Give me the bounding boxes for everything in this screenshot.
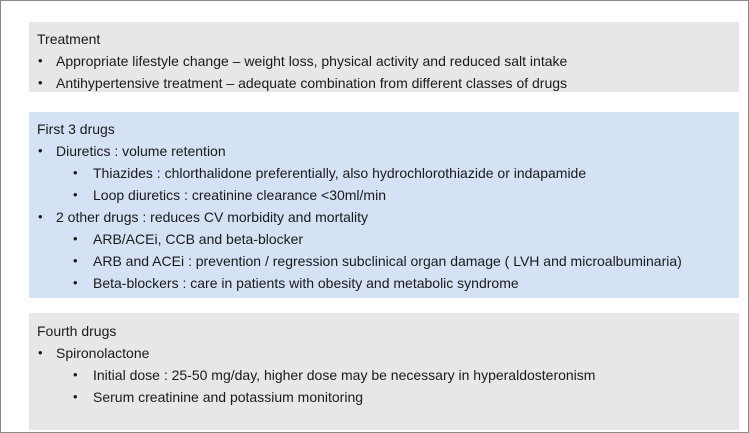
treatment-title: Treatment [37, 31, 101, 47]
spironolactone-subitem [37, 364, 739, 386]
bullet-icon: • [38, 143, 43, 158]
spironolactone-subitem-text: Serum creatinine and potassium monitoring [93, 389, 364, 405]
bullet-icon: • [73, 187, 78, 202]
other-drugs-label: 2 other drugs : reduces CV morbidity and mortality [56, 209, 369, 225]
diuretics-label: Diuretics : volume retention [56, 143, 226, 159]
other-drugs-subitem [37, 272, 739, 294]
other-drugs-item [37, 206, 739, 228]
diuretics-subitem [37, 162, 739, 184]
bullet-icon: • [73, 231, 78, 246]
spironolactone-label: Spironolactone [56, 345, 150, 361]
bullet-icon: • [38, 209, 43, 224]
bullet-icon: • [38, 53, 43, 68]
spironolactone-subitem [37, 386, 739, 408]
other-drugs-subitem-text: Beta-blockers : care in patients with obesity and metabolic syndrome [93, 275, 519, 291]
bullet-icon: • [38, 75, 43, 90]
other-drugs-subitem [37, 228, 739, 250]
spironolactone-item [37, 342, 739, 364]
spironolactone-subitem-text: Initial dose : 25-50 mg/day, higher dose may be necessary in hyperaldosteronism [93, 367, 596, 383]
treatment-box [29, 22, 739, 92]
diuretics-item [37, 140, 739, 162]
other-drugs-subitem [37, 250, 739, 272]
treatment-item [37, 72, 739, 94]
treatment-item-text: Antihypertensive treatment – adequate combination from different classes of drugs [56, 75, 568, 91]
bullet-icon: • [73, 389, 78, 404]
bullet-icon: • [73, 367, 78, 382]
other-drugs-subitem-text: ARB and ACEi : prevention / regression subclinical organ damage ( LVH and microalbuminaria) [93, 253, 682, 269]
other-drugs-subitem-text: ARB/ACEi, CCB and beta-blocker [93, 231, 304, 247]
diuretics-subitem-text: Loop diuretics : creatinine clearance <30ml/min [93, 187, 386, 203]
fourth-drugs-box [29, 313, 739, 430]
bullet-icon: • [73, 253, 78, 268]
bullet-icon: • [73, 165, 78, 180]
fourth-drugs-title: Fourth drugs [37, 323, 117, 339]
treatment-item [37, 50, 739, 72]
diuretics-subitem-text: Thiazides : chlorthalidone preferentially, also hydrochlorothiazide or indapamide [93, 165, 587, 181]
bullet-icon: • [73, 275, 78, 290]
first-drugs-box [29, 112, 739, 298]
first-drugs-title: First 3 drugs [37, 121, 115, 137]
treatment-item-text: Appropriate lifestyle change – weight loss, physical activity and reduced salt intake [56, 53, 568, 69]
diuretics-subitem [37, 184, 739, 206]
bullet-icon: • [38, 345, 43, 360]
